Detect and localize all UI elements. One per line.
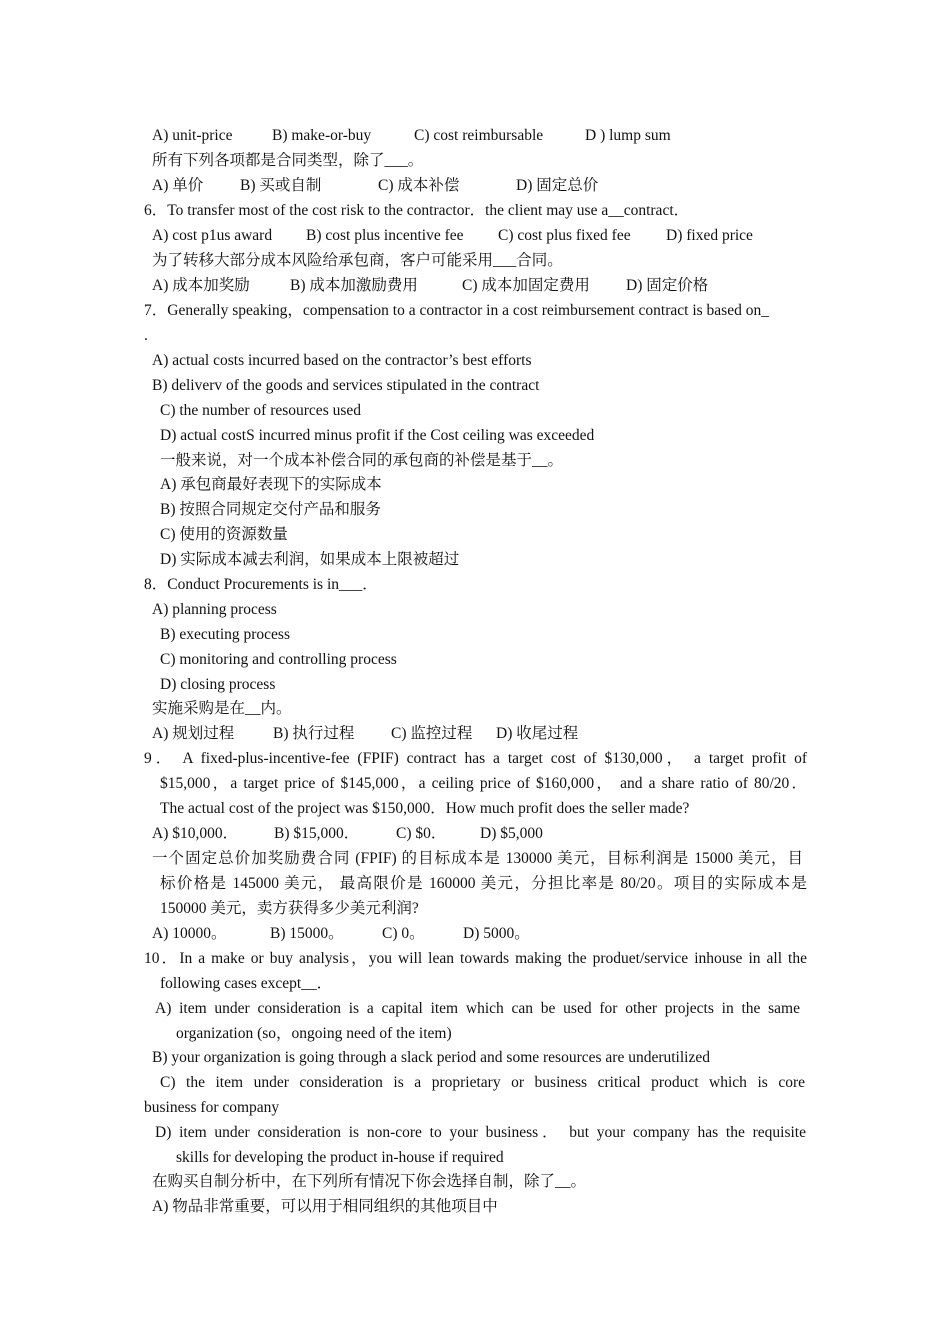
q6-options-en xyxy=(0,225,950,247)
q6-option-c: C) cost plus fixed fee xyxy=(498,227,631,244)
q6-option-a: A) cost p1us award xyxy=(152,227,273,244)
q10-stem-en-line1: 10．In a make or buy analysis，you will lean towards making the produet/service inhouse in all the xyxy=(144,950,807,967)
q8-option-d: D) closing process xyxy=(160,676,276,693)
q5-option-c: C) cost reimbursable xyxy=(414,127,544,144)
q9-option-c: C) $0． xyxy=(396,825,447,842)
q6-options-zh xyxy=(0,275,950,297)
q5-option-d: D ) lump sum xyxy=(585,127,671,144)
q5-option-d-zh: D) 固定总价 xyxy=(516,177,599,194)
q9-option-a: A) $10,000． xyxy=(152,825,239,842)
q7-option-a: A) actual costs incurred based on the contractor’s best efforts xyxy=(152,352,532,369)
q7-stem-en-line2: . xyxy=(144,327,148,344)
q7-stem-en-line1: 7．Generally speaking，compensation to a contractor in a cost reimbursement contract is based on_ xyxy=(144,302,769,319)
q10-option-b: B) your organization is going through a slack period and some resources are underutilized xyxy=(152,1049,710,1066)
q10-option-d-line2: skills for developing the product in-house if required xyxy=(176,1149,504,1166)
q5-stem-zh: 所有下列各项都是合同类型，除了___。 xyxy=(152,152,424,169)
q9-stem-en-line2: $15,000，a target price of $145,000，a ceiling price of $160,000， and a share ratio of 80/20． xyxy=(160,775,807,792)
q8-stem-zh: 实施采购是在__内。 xyxy=(152,700,292,717)
q5-option-a-zh: A) 单价 xyxy=(152,177,204,194)
q7-option-a-zh: A) 承包商最好表现下的实际成本 xyxy=(160,476,382,493)
q9-stem-zh-line2: 标价格是 145000 美元， 最高限价是 160000 美元，分担比率是 80/20。项目的实际成本是 xyxy=(160,875,807,892)
q8-option-b: B) executing process xyxy=(160,626,290,643)
q9-options-en xyxy=(0,823,950,845)
q9-options-zh xyxy=(0,923,950,945)
q8-option-a-zh: A) 规划过程 xyxy=(152,725,235,742)
q10-option-c-line2: business for company xyxy=(144,1099,280,1116)
q10-option-a-line1: A) item under consideration is a capital item which can be used for other projects in the same xyxy=(155,1000,800,1017)
q9-option-b-zh: B) 15000。 xyxy=(270,925,344,942)
q6-option-b-zh: B) 成本加激励费用 xyxy=(290,277,418,294)
q10-stem-zh: 在购买自制分析中，在下列所有情况下你会选择自制，除了__。 xyxy=(152,1173,587,1190)
q10-stem-en-line2: following cases except__． xyxy=(160,975,333,992)
q8-option-d-zh: D) 收尾过程 xyxy=(496,725,579,742)
q5-option-b: B) make-or-buy xyxy=(272,127,372,144)
q9-stem-en-line1: 9． A fixed-plus-incentive-fee (FPIF) contract has a target cost of $130,000， a target profit of xyxy=(144,750,807,767)
q8-stem-en: 8．Conduct Procurements is in___． xyxy=(144,576,378,593)
q6-stem-en: 6．To transfer most of the cost risk to the contractor．the client may use a__contract． xyxy=(144,202,690,219)
q7-option-c: C) the number of resources used xyxy=(160,402,362,419)
q6-option-d: D) fixed price xyxy=(666,227,753,244)
q9-stem-en-line3: The actual cost of the project was $150,000．How much profit does the seller made? xyxy=(160,800,690,817)
q6-option-c-zh: C) 成本加固定费用 xyxy=(462,277,590,294)
q8-option-c-zh: C) 监控过程 xyxy=(391,725,473,742)
q9-option-b: B) $15,000． xyxy=(274,825,360,842)
q10-option-d-line1: D) item under consideration is non-core to your business． but your company has the requisite xyxy=(155,1124,806,1141)
q5-option-a: A) unit-price xyxy=(152,127,233,144)
q7-option-d: D) actual costS incurred minus profit if the Cost ceiling was exceeded xyxy=(160,427,595,444)
q10-option-a-zh: A) 物品非常重要，可以用于相同组织的其他项目中 xyxy=(152,1198,498,1215)
q6-option-d-zh: D) 固定价格 xyxy=(626,277,709,294)
q9-option-c-zh: C) 0。 xyxy=(382,925,425,942)
q5-option-c-zh: C) 成本补偿 xyxy=(378,177,460,194)
q10-option-c-line1: C) the item under consideration is a proprietary or business critical product which is core xyxy=(160,1074,805,1091)
q9-stem-zh-line1: 一个固定总价加奖励费合同 (FPIF) 的目标成本是 130000 美元，目标利润是 15000 美元，目 xyxy=(152,850,803,867)
q5-options-zh xyxy=(0,175,950,197)
q7-option-d-zh: D) 实际成本减去利润，如果成本上限被超过 xyxy=(160,551,460,568)
q9-option-a-zh: A) 10000。 xyxy=(152,925,227,942)
q5-option-b-zh: B) 买或自制 xyxy=(240,177,322,194)
q8-options-zh xyxy=(0,723,950,745)
q6-stem-zh: 为了转移大部分成本风险给承包商，客户可能采用___合同。 xyxy=(152,252,563,269)
q8-option-b-zh: B) 执行过程 xyxy=(273,725,355,742)
q9-stem-zh-line3: 150000 美元，卖方获得多少美元利润? xyxy=(160,900,419,917)
q9-option-d-zh: D) 5000。 xyxy=(463,925,530,942)
q8-option-c: C) monitoring and controlling process xyxy=(160,651,397,668)
q8-option-a: A) planning process xyxy=(152,601,277,618)
q6-option-b: B) cost plus incentive fee xyxy=(306,227,464,244)
q7-option-b-zh: B) 按照合同规定交付产品和服务 xyxy=(160,501,381,518)
q7-option-c-zh: C) 使用的资源数量 xyxy=(160,526,288,543)
q5-options-en xyxy=(0,125,950,147)
q7-stem-zh: 一般来说，对一个成本补偿合同的承包商的补偿是基于__。 xyxy=(160,452,564,469)
q9-option-d: D) $5,000 xyxy=(480,825,543,842)
q6-option-a-zh: A) 成本加奖励 xyxy=(152,277,250,294)
q7-option-b: B) deliverv of the goods and services stipulated in the contract xyxy=(152,377,540,394)
q10-option-a-line2: organization (so，ongoing need of the item) xyxy=(176,1025,452,1042)
